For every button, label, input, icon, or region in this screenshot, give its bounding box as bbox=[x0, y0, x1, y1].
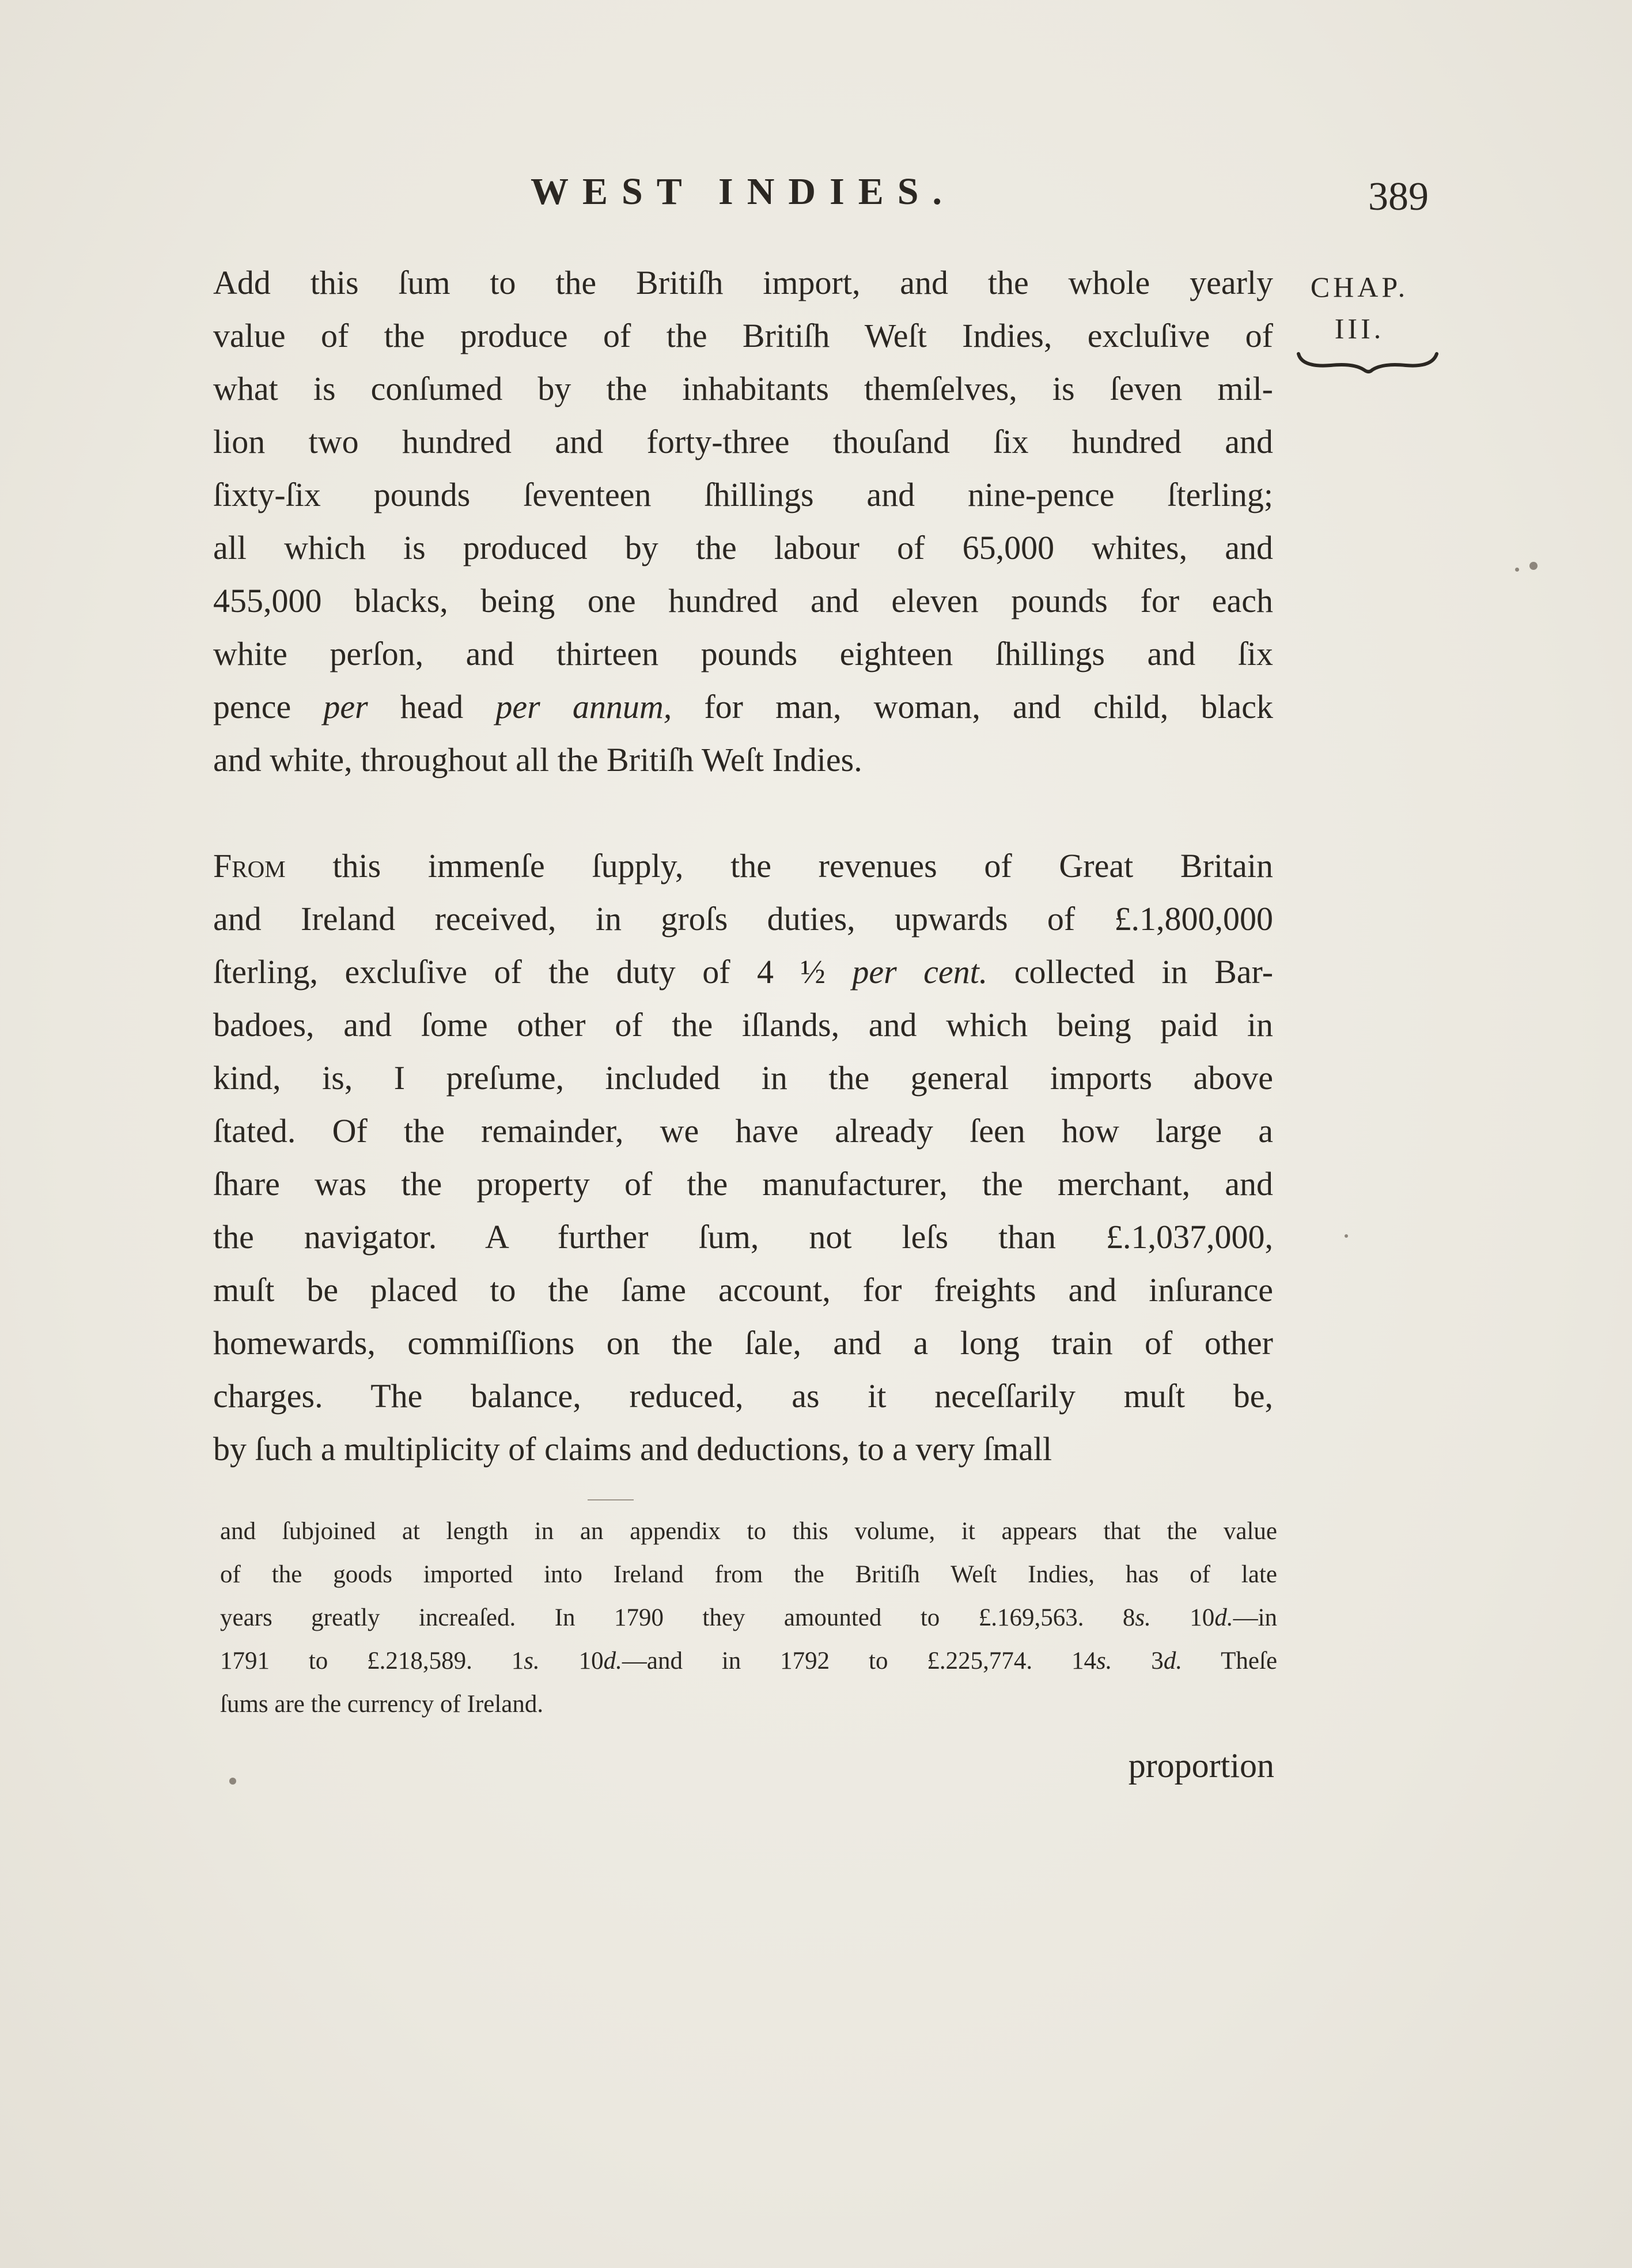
text-line bbox=[213, 256, 1273, 309]
text-line bbox=[213, 1211, 1273, 1264]
text-run: head bbox=[368, 688, 496, 725]
text-line bbox=[213, 1370, 1273, 1423]
text-line bbox=[213, 1105, 1273, 1158]
text-run: and white, throughout all the Britiſh Weſt Indies. bbox=[213, 741, 862, 778]
text-run: 10 bbox=[539, 1647, 604, 1674]
text-run: homewards, commiſſions on the ſale, and a long train of other bbox=[213, 1324, 1273, 1362]
paper-speck bbox=[1515, 568, 1519, 572]
main-text bbox=[213, 256, 1273, 1476]
text-run: —and in 1792 to £.225,774. 14 bbox=[622, 1647, 1096, 1674]
text-run: lion two hundred and forty-three thouſand ſix hundred and bbox=[213, 423, 1273, 460]
text-run: by ſuch a multiplicity of claims and deductions, to a very ſmall bbox=[213, 1430, 1052, 1468]
text-run: and ſubjoined at length in an appendix to this volume, it appears that the value bbox=[220, 1518, 1277, 1545]
text-run: Add this ſum to the Britiſh import, and the whole yearly bbox=[213, 264, 1273, 301]
footnote bbox=[220, 1510, 1277, 1726]
text-run: 1791 to £.218,589. 1 bbox=[220, 1647, 524, 1674]
text-run: ſterling, excluſive of the duty of 4 ½ bbox=[213, 953, 853, 991]
sidenote-brace-icon bbox=[1296, 350, 1440, 379]
text-line bbox=[220, 1510, 1277, 1553]
text-line bbox=[220, 1553, 1277, 1596]
small-caps-text: From bbox=[213, 847, 286, 884]
text-run: the navigator. A further ſum, not leſs than £.1,037,000, bbox=[213, 1218, 1273, 1256]
text-line bbox=[213, 521, 1273, 574]
text-line bbox=[213, 468, 1273, 521]
italic-text: d. bbox=[1163, 1647, 1183, 1674]
footnote-rule bbox=[588, 1499, 634, 1500]
text-line bbox=[220, 1683, 1277, 1726]
text-run: —in bbox=[1233, 1604, 1278, 1631]
text-line bbox=[213, 734, 1273, 787]
italic-text: per bbox=[323, 688, 368, 725]
text-line bbox=[213, 362, 1273, 415]
text-run: Theſe bbox=[1182, 1647, 1278, 1674]
text-line bbox=[213, 415, 1273, 468]
running-title: WEST INDIES. bbox=[531, 171, 956, 213]
chapter-sidenote bbox=[1282, 266, 1437, 349]
text-run: ſums are the currency of Ireland. bbox=[220, 1691, 544, 1718]
text-run: badoes, and ſome other of the iſlands, and which being paid in bbox=[213, 1006, 1273, 1044]
text-run: charges. The balance, reduced, as it neceſſarily muſt be, bbox=[213, 1377, 1273, 1415]
text-line bbox=[213, 628, 1273, 681]
text-line bbox=[220, 1639, 1277, 1683]
text-run: pence bbox=[213, 688, 324, 725]
paper-speck bbox=[1345, 1234, 1348, 1238]
italic-text: d. bbox=[1214, 1604, 1233, 1631]
text-run: collected in Bar- bbox=[987, 953, 1274, 991]
text-run: years greatly increaſed. In 1790 they amounted to £.169,563. 8 bbox=[220, 1604, 1135, 1631]
text-run: and Ireland received, in groſs duties, upwards of £.1,800,000 bbox=[213, 900, 1273, 938]
text-run: kind, is, I preſume, included in the general imports above bbox=[213, 1059, 1273, 1097]
text-line bbox=[213, 1158, 1273, 1211]
italic-text: per cent. bbox=[852, 953, 988, 991]
text-line bbox=[213, 1317, 1273, 1370]
sidenote-number: III. bbox=[1334, 312, 1385, 345]
text-line bbox=[213, 574, 1273, 628]
text-run: for man, woman, and child, black bbox=[672, 688, 1274, 725]
paragraph-gap bbox=[213, 787, 1273, 840]
paper-speck bbox=[229, 1778, 236, 1785]
text-run: ſhare was the property of the manufacturer, the merchant, and bbox=[213, 1165, 1273, 1203]
sidenote-chap: CHAP. bbox=[1310, 271, 1409, 303]
paper-speck bbox=[1529, 562, 1538, 570]
paragraph-2 bbox=[213, 840, 1273, 1476]
page-number: 389 bbox=[1368, 175, 1429, 219]
italic-text: d. bbox=[603, 1647, 622, 1674]
paragraph-1 bbox=[213, 256, 1273, 787]
text-line bbox=[213, 840, 1273, 893]
text-line bbox=[213, 1052, 1273, 1105]
text-line bbox=[213, 1423, 1273, 1476]
italic-text: s. bbox=[1135, 1604, 1151, 1631]
text-run: 3 bbox=[1112, 1647, 1164, 1674]
text-line bbox=[213, 999, 1273, 1052]
italic-text: per annum, bbox=[495, 688, 672, 725]
text-line bbox=[220, 1596, 1277, 1639]
text-run: this immenſe ſupply, the revenues of Great Britain bbox=[285, 847, 1273, 884]
text-line bbox=[213, 309, 1273, 362]
text-run: white perſon, and thirteen pounds eighteen ſhillings and ſix bbox=[213, 635, 1273, 672]
text-run: ſtated. Of the remainder, we have already ſeen how large a bbox=[213, 1112, 1273, 1150]
text-line bbox=[213, 946, 1273, 999]
text-run: of the goods imported into Ireland from the Britiſh Weſt Indies, has of late bbox=[220, 1561, 1277, 1588]
text-line bbox=[213, 681, 1273, 734]
text-run: muſt be placed to the ſame account, for freights and inſurance bbox=[213, 1271, 1273, 1309]
text-run: value of the produce of the Britiſh Weſt Indies, excluſive of bbox=[213, 317, 1273, 354]
text-run: 455,000 blacks, being one hundred and eleven pounds for each bbox=[213, 582, 1273, 619]
italic-text: s. bbox=[524, 1647, 540, 1674]
catchword: proportion bbox=[1128, 1747, 1274, 1785]
text-run: ſixty-ſix pounds ſeventeen ſhillings and nine-pence ſterling; bbox=[213, 476, 1273, 513]
text-run: what is conſumed by the inhabitants themſelves, is ſeven mil- bbox=[213, 370, 1273, 407]
text-run: all which is produced by the labour of 65,000 whites, and bbox=[213, 529, 1273, 566]
text-line bbox=[213, 893, 1273, 946]
text-line bbox=[213, 1264, 1273, 1317]
text-run: 10 bbox=[1150, 1604, 1215, 1631]
italic-text: s. bbox=[1096, 1647, 1112, 1674]
